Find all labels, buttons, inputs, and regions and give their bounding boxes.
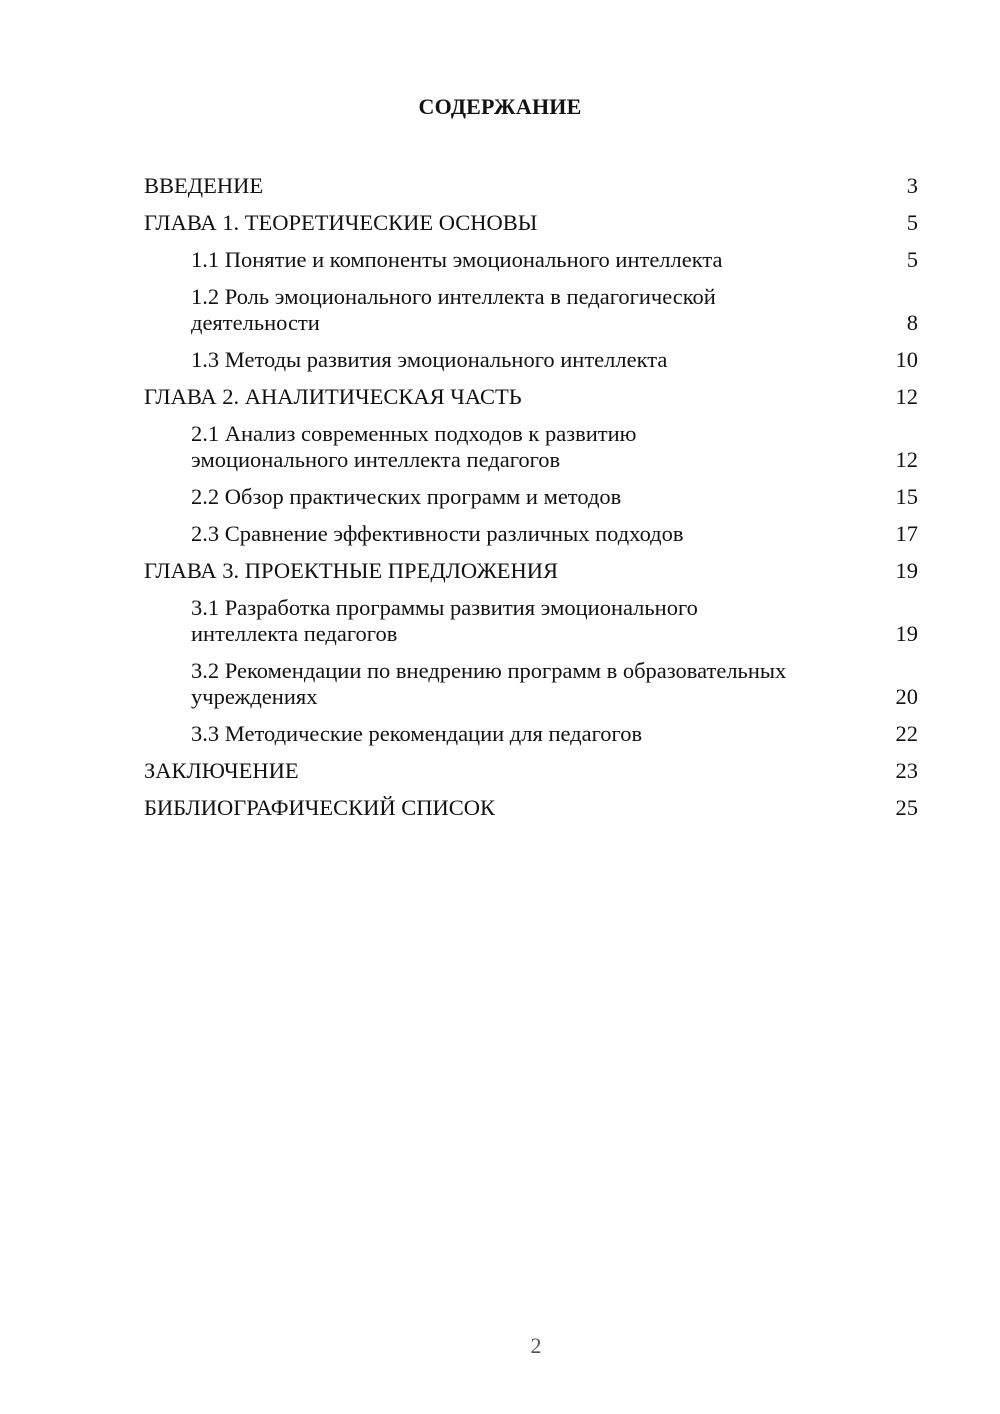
toc-entry-section-2-3[interactable] (144, 516, 918, 553)
toc-entry-section-2-2[interactable] (144, 479, 918, 516)
toc-entry-page: 17 (895, 521, 918, 546)
toc-entry-section-2-1[interactable] (144, 416, 918, 479)
toc-entry-section-1-2[interactable] (144, 279, 918, 342)
toc-entry-section-3-1[interactable] (144, 590, 918, 653)
toc-entry-label: ЗАКЛЮЧЕНИЕ (144, 758, 299, 783)
toc-entry-section-3-3[interactable] (144, 716, 918, 753)
toc-entry-page: 5 (906, 247, 918, 272)
toc-entry-label: 2.3 Сравнение эффективности различных подходов (191, 521, 684, 546)
toc-entry-page: 12 (895, 447, 918, 472)
toc-entry-label: 2.2 Обзор практических программ и методов (191, 484, 622, 509)
toc-entry-label: 1.3 Методы развития эмоционального интеллекта (191, 347, 668, 372)
toc-entry-label: ГЛАВА 2. АНАЛИТИЧЕСКАЯ ЧАСТЬ (144, 384, 522, 409)
toc-entry-page: 25 (895, 795, 918, 820)
toc-entry-page: 23 (895, 758, 918, 783)
page-title: СОДЕРЖАНИЕ (418, 94, 582, 119)
toc-entry-page: 15 (895, 484, 918, 509)
toc-entry-label: 1.1 Понятие и компоненты эмоционального интеллекта (191, 247, 723, 272)
toc-entry-label: 3.1 Разработка программы развития эмоционального интеллекта педагогов (191, 595, 698, 646)
toc-entry-section-3-2[interactable] (144, 653, 918, 716)
toc-entry-page: 10 (895, 347, 918, 372)
toc-entry-label: 3.3 Методические рекомендации для педагогов (191, 721, 643, 746)
toc-entry-chapter-2[interactable] (144, 379, 918, 416)
toc-entry-page: 22 (895, 721, 918, 746)
toc-entry-chapter-1[interactable] (144, 205, 918, 242)
toc-entry-page: 12 (895, 384, 918, 409)
toc-entry-bibliography[interactable] (144, 790, 918, 827)
toc-entry-label: ВВЕДЕНИЕ (144, 173, 264, 198)
toc-entry-page: 8 (906, 310, 918, 335)
toc-entry-page: 3 (906, 173, 918, 198)
table-of-contents (144, 168, 918, 827)
toc-entry-label: 1.2 Роль эмоционального интеллекта в педагогической деятельности (191, 284, 716, 335)
toc-entry-label: БИБЛИОГРАФИЧЕСКИЙ СПИСОК (144, 795, 496, 820)
toc-entry-page: 20 (895, 684, 918, 709)
toc-entry-page: 5 (906, 210, 918, 235)
toc-entry-page: 19 (895, 558, 918, 583)
page-number: 2 (530, 1333, 542, 1358)
toc-entry-label: 3.2 Рекомендации по внедрению программ в образовательных учреждениях (191, 658, 787, 709)
toc-entry-label: ГЛАВА 1. ТЕОРЕТИЧЕСКИЕ ОСНОВЫ (144, 210, 538, 235)
toc-entry-conclusion[interactable] (144, 753, 918, 790)
toc-entry-page: 19 (895, 621, 918, 646)
toc-entry-section-1-1[interactable] (144, 242, 918, 279)
toc-entry-label: ГЛАВА 3. ПРОЕКТНЫЕ ПРЕДЛОЖЕНИЯ (144, 558, 559, 583)
toc-entry-chapter-3[interactable] (144, 553, 918, 590)
toc-entry-introduction[interactable] (144, 168, 918, 205)
toc-entry-label: 2.1 Анализ современных подходов к развитию эмоционального интеллекта педагогов (191, 421, 637, 472)
toc-entry-section-1-3[interactable] (144, 342, 918, 379)
